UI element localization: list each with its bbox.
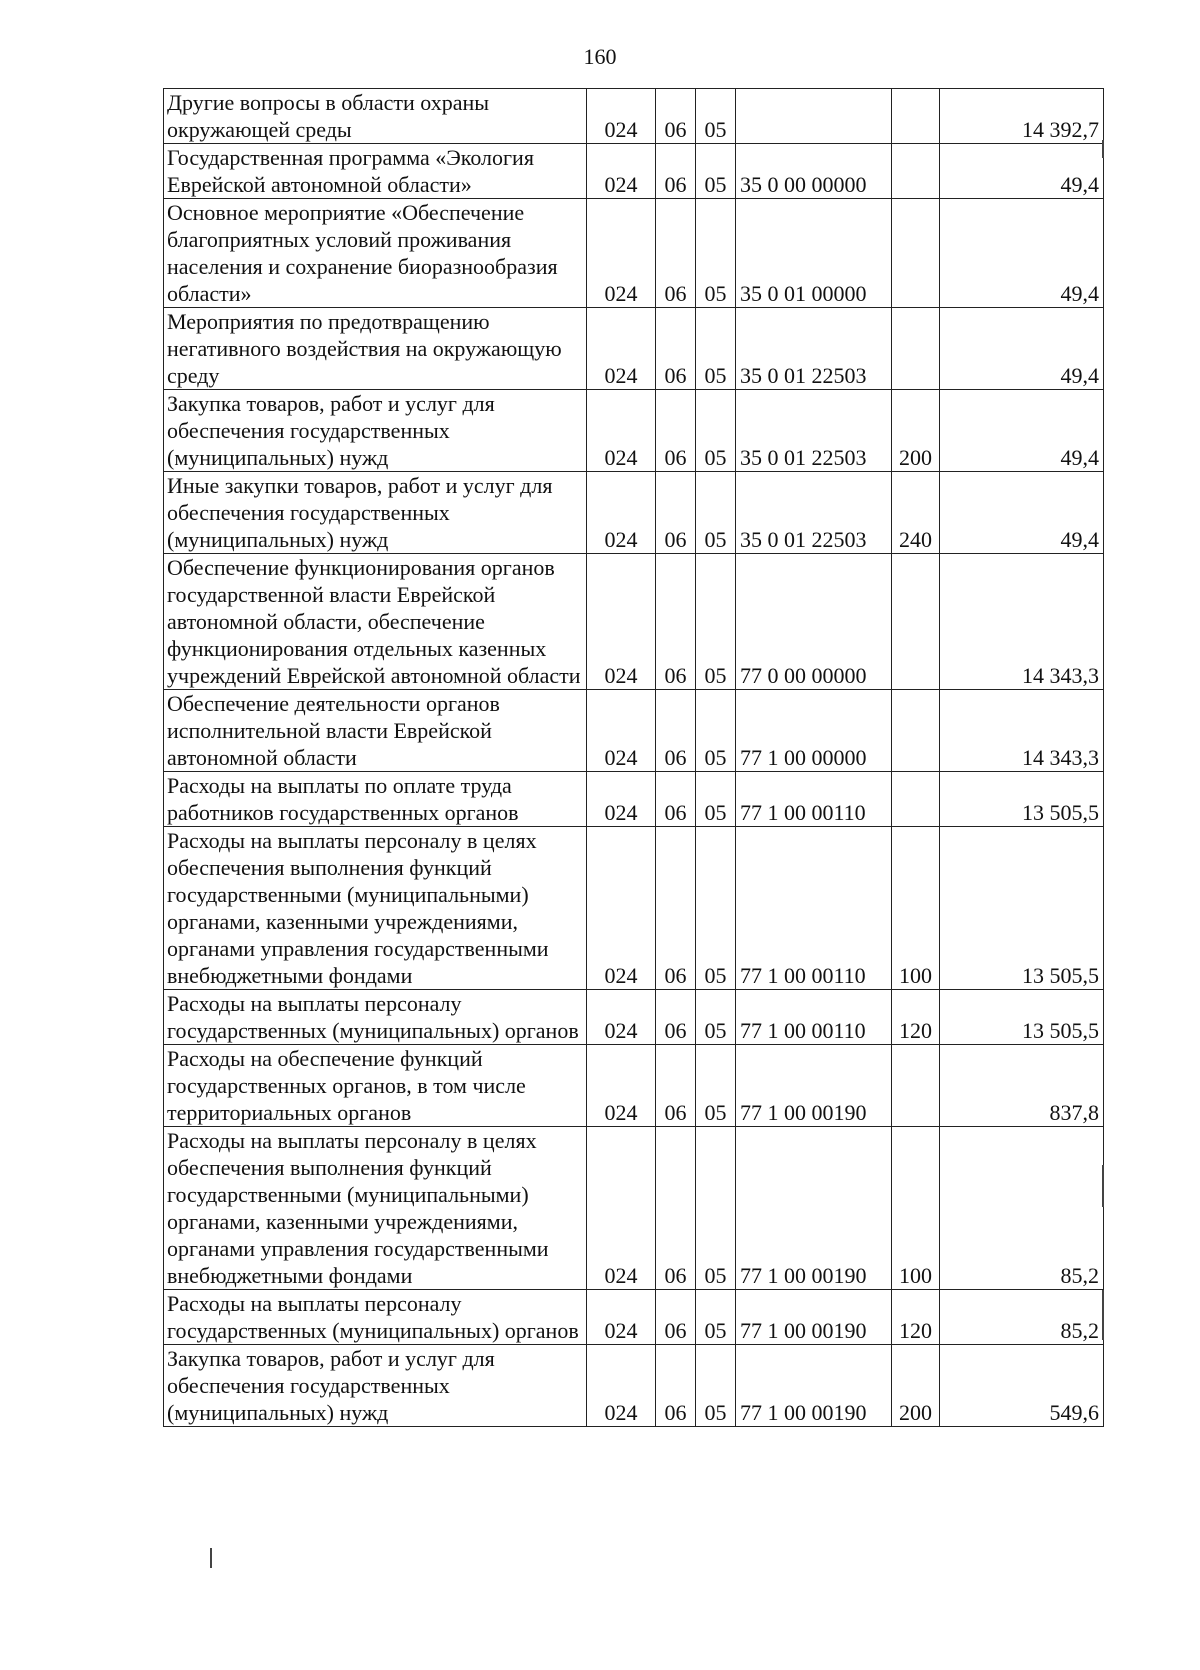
row-expense-type-code	[892, 1045, 940, 1127]
row-section-code: 06	[656, 199, 696, 308]
row-section-code: 06	[656, 1045, 696, 1127]
row-section-code: 06	[656, 89, 696, 144]
row-name: Расходы на обеспечение функций государственных органов, в том числе территориальных органов	[164, 1045, 587, 1127]
row-target-article-code: 77 1 00 00000	[736, 690, 892, 772]
row-subsection-code: 05	[696, 1345, 736, 1427]
table-row	[164, 827, 1104, 990]
row-amount: 14 392,7	[940, 89, 1104, 144]
row-name: Иные закупки товаров, работ и услуг для обеспечения государственных (муниципальных) нужд	[164, 472, 587, 554]
table-row	[164, 772, 1104, 827]
row-expense-type-code	[892, 199, 940, 308]
row-name: Государственная программа «Экология Еврейской автономной области»	[164, 144, 587, 199]
row-subsection-code: 05	[696, 827, 736, 990]
table-row	[164, 472, 1104, 554]
table-row	[164, 990, 1104, 1045]
table-row	[164, 89, 1104, 144]
row-subsection-code: 05	[696, 144, 736, 199]
row-target-article-code: 77 1 00 00110	[736, 772, 892, 827]
row-expense-type-code: 100	[892, 827, 940, 990]
row-expense-type-code: 120	[892, 990, 940, 1045]
row-amount: 837,8	[940, 1045, 1104, 1127]
table-row	[164, 199, 1104, 308]
row-subsection-code: 05	[696, 390, 736, 472]
row-amount: 85,2	[940, 1290, 1104, 1345]
row-expense-type-code	[892, 772, 940, 827]
page-number: 160	[583, 44, 617, 69]
row-amount: 13 505,5	[940, 827, 1104, 990]
row-name: Обеспечение функционирования органов государственной власти Еврейской автономной области, обеспечение функционирования отдельных казенных учреждений Еврейской автономной области	[164, 554, 587, 690]
row-expense-type-code	[892, 690, 940, 772]
row-amount: 49,4	[940, 472, 1104, 554]
row-section-code: 06	[656, 772, 696, 827]
row-admin-code: 024	[587, 144, 656, 199]
row-target-article-code: 77 1 00 00110	[736, 827, 892, 990]
row-target-article-code: 35 0 01 22503	[736, 472, 892, 554]
row-section-code: 06	[656, 554, 696, 690]
row-name: Мероприятия по предотвращению негативного воздействия на окружающую среду	[164, 308, 587, 390]
row-amount: 49,4	[940, 199, 1104, 308]
row-subsection-code: 05	[696, 308, 736, 390]
row-amount: 49,4	[940, 308, 1104, 390]
row-name: Расходы на выплаты персоналу государственных (муниципальных) органов	[164, 1290, 587, 1345]
row-expense-type-code: 200	[892, 1345, 940, 1427]
row-section-code: 06	[656, 308, 696, 390]
row-amount: 49,4	[940, 390, 1104, 472]
row-admin-code: 024	[587, 308, 656, 390]
table-row	[164, 308, 1104, 390]
budget-table	[163, 88, 1104, 1427]
row-section-code: 06	[656, 144, 696, 199]
scan-artifact-mark	[1102, 1290, 1104, 1340]
row-admin-code: 024	[587, 390, 656, 472]
row-admin-code: 024	[587, 827, 656, 990]
row-subsection-code: 05	[696, 990, 736, 1045]
row-target-article-code: 77 1 00 00190	[736, 1345, 892, 1427]
row-target-article-code: 35 0 01 22503	[736, 390, 892, 472]
row-amount: 14 343,3	[940, 690, 1104, 772]
table-row	[164, 1290, 1104, 1345]
row-target-article-code: 77 0 00 00000	[736, 554, 892, 690]
row-admin-code: 024	[587, 89, 656, 144]
row-admin-code: 024	[587, 554, 656, 690]
row-admin-code: 024	[587, 472, 656, 554]
table-row	[164, 1127, 1104, 1290]
row-expense-type-code: 100	[892, 1127, 940, 1290]
row-amount: 14 343,3	[940, 554, 1104, 690]
row-expense-type-code	[892, 144, 940, 199]
row-subsection-code: 05	[696, 772, 736, 827]
row-admin-code: 024	[587, 690, 656, 772]
row-subsection-code: 05	[696, 1290, 736, 1345]
row-subsection-code: 05	[696, 199, 736, 308]
table-row	[164, 144, 1104, 199]
row-admin-code: 024	[587, 1290, 656, 1345]
table-row	[164, 390, 1104, 472]
budget-table-body	[164, 89, 1104, 1427]
row-target-article-code: 77 1 00 00190	[736, 1045, 892, 1127]
row-section-code: 06	[656, 472, 696, 554]
row-name: Основное мероприятие «Обеспечение благоприятных условий проживания населения и сохранение биоразнообразия области»	[164, 199, 587, 308]
scan-artifact-mark	[210, 1548, 212, 1568]
row-target-article-code: 77 1 00 00190	[736, 1127, 892, 1290]
row-amount: 49,4	[940, 144, 1104, 199]
row-name: Расходы на выплаты персоналу в целях обеспечения выполнения функций государственными (муниципальными) органами, казенными учреждениями, органами управления государственными внебюджетными фондами	[164, 827, 587, 990]
row-subsection-code: 05	[696, 690, 736, 772]
row-amount: 13 505,5	[940, 990, 1104, 1045]
row-subsection-code: 05	[696, 554, 736, 690]
row-admin-code: 024	[587, 990, 656, 1045]
row-name: Закупка товаров, работ и услуг для обеспечения государственных (муниципальных) нужд	[164, 1345, 587, 1427]
row-target-article-code	[736, 89, 892, 144]
table-row	[164, 690, 1104, 772]
row-name: Расходы на выплаты персоналу в целях обеспечения выполнения функций государственными (муниципальными) органами, казенными учреждениями, органами управления государственными внебюджетными фондами	[164, 1127, 587, 1290]
row-admin-code: 024	[587, 1345, 656, 1427]
row-subsection-code: 05	[696, 89, 736, 144]
row-admin-code: 024	[587, 772, 656, 827]
row-expense-type-code	[892, 308, 940, 390]
row-target-article-code: 35 0 01 00000	[736, 199, 892, 308]
table-row	[164, 1345, 1104, 1427]
row-section-code: 06	[656, 1290, 696, 1345]
row-name: Обеспечение деятельности органов исполнительной власти Еврейской автономной области	[164, 690, 587, 772]
scan-artifact-mark	[1102, 140, 1104, 158]
row-name: Расходы на выплаты персоналу государственных (муниципальных) органов	[164, 990, 587, 1045]
row-amount: 85,2	[940, 1127, 1104, 1290]
row-expense-type-code: 200	[892, 390, 940, 472]
row-amount: 549,6	[940, 1345, 1104, 1427]
row-name: Закупка товаров, работ и услуг для обеспечения государственных (муниципальных) нужд	[164, 390, 587, 472]
row-target-article-code: 35 0 01 22503	[736, 308, 892, 390]
row-section-code: 06	[656, 390, 696, 472]
row-amount: 13 505,5	[940, 772, 1104, 827]
row-section-code: 06	[656, 827, 696, 990]
scan-artifact-mark	[1102, 1165, 1104, 1207]
row-subsection-code: 05	[696, 1127, 736, 1290]
row-name: Расходы на выплаты по оплате труда работников государственных органов	[164, 772, 587, 827]
row-target-article-code: 77 1 00 00190	[736, 1290, 892, 1345]
row-admin-code: 024	[587, 1127, 656, 1290]
row-expense-type-code: 240	[892, 472, 940, 554]
row-subsection-code: 05	[696, 472, 736, 554]
row-section-code: 06	[656, 1127, 696, 1290]
row-subsection-code: 05	[696, 1045, 736, 1127]
row-target-article-code: 35 0 00 00000	[736, 144, 892, 199]
row-section-code: 06	[656, 690, 696, 772]
row-target-article-code: 77 1 00 00110	[736, 990, 892, 1045]
row-admin-code: 024	[587, 199, 656, 308]
row-section-code: 06	[656, 990, 696, 1045]
row-section-code: 06	[656, 1345, 696, 1427]
row-expense-type-code	[892, 554, 940, 690]
row-expense-type-code: 120	[892, 1290, 940, 1345]
row-expense-type-code	[892, 89, 940, 144]
row-admin-code: 024	[587, 1045, 656, 1127]
table-row	[164, 554, 1104, 690]
table-row	[164, 1045, 1104, 1127]
row-name: Другие вопросы в области охраны окружающей среды	[164, 89, 587, 144]
